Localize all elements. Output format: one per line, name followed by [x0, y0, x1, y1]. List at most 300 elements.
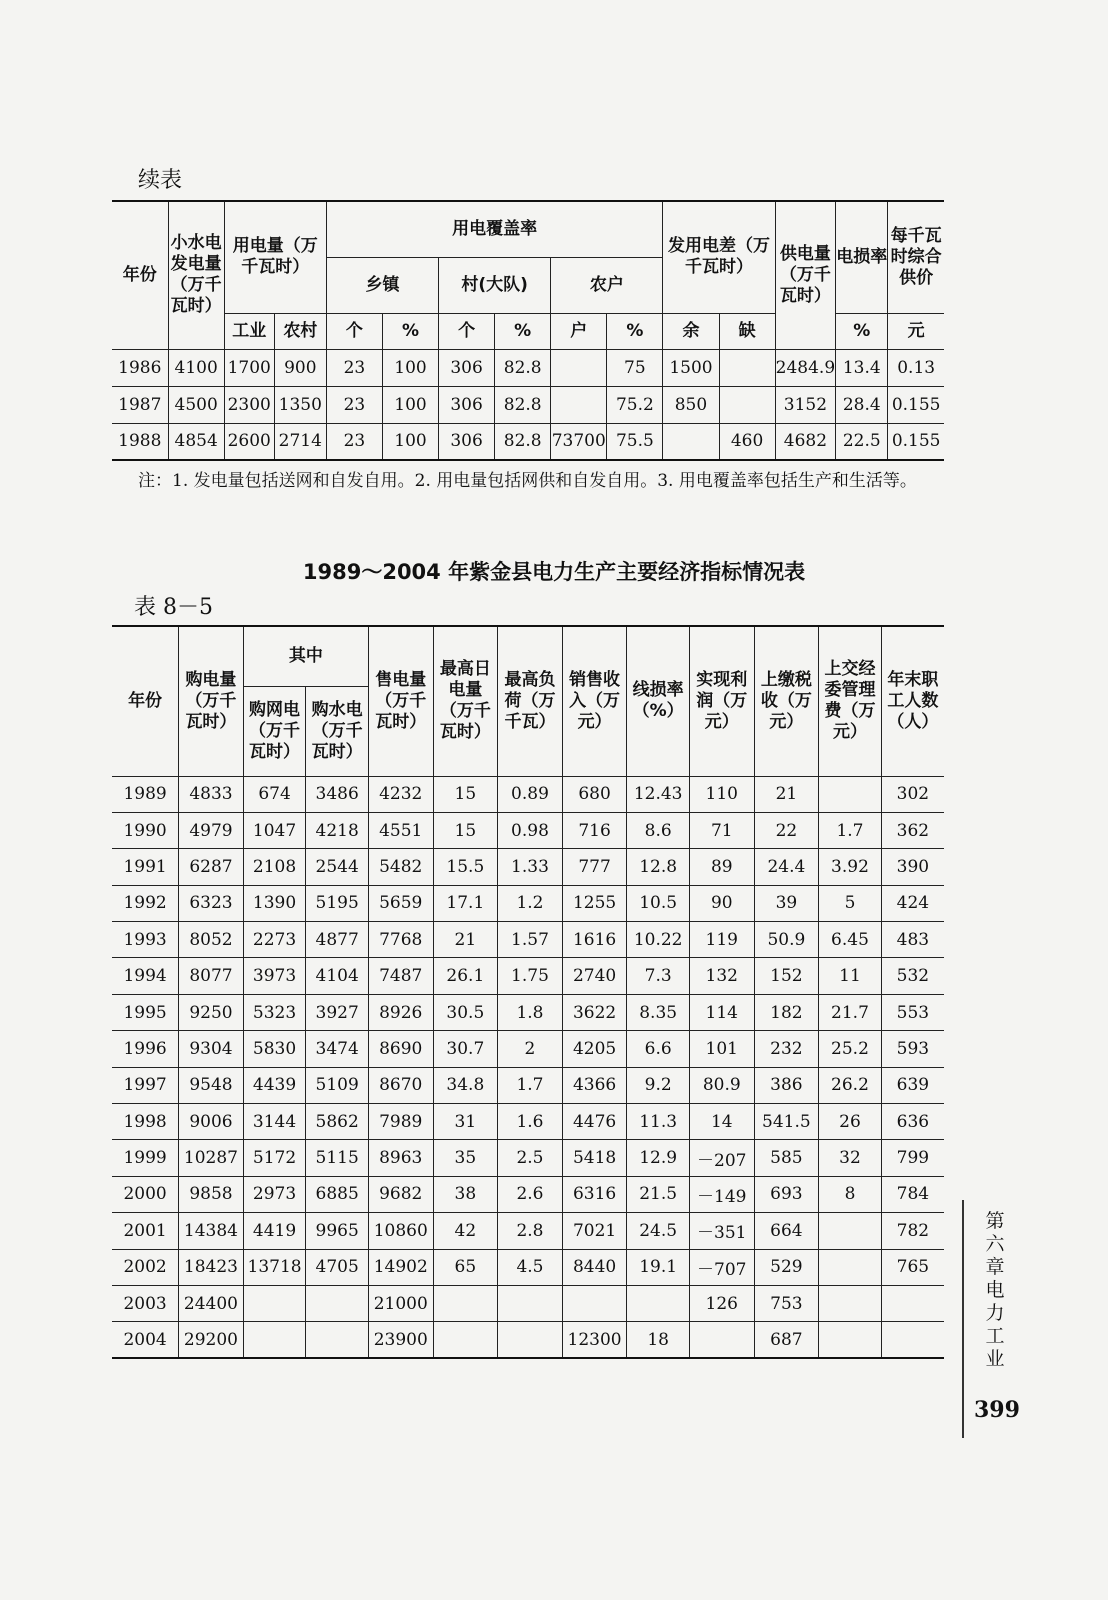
- col-consumption: 用电量（万千瓦时）: [224, 201, 326, 313]
- table2-cell: 4218: [306, 812, 369, 848]
- table1-cell: 4500: [168, 386, 224, 423]
- table2-cell: 2740: [562, 958, 627, 994]
- table-row: [112, 423, 944, 460]
- col2-sales: 售电量（万千瓦时）: [368, 626, 433, 776]
- table2-cell: 8926: [368, 994, 433, 1030]
- table2-cell: 132: [689, 958, 754, 994]
- table-row: [112, 1104, 944, 1140]
- table2-cell: 4419: [243, 1213, 306, 1249]
- table2-cell: 35: [433, 1140, 498, 1176]
- table2-cell: 1616: [562, 922, 627, 958]
- table2-cell: 1998: [112, 1104, 179, 1140]
- table2-cell: 1991: [112, 849, 179, 885]
- table2-cell: 12.43: [627, 776, 690, 812]
- continued-label: 续表: [138, 168, 183, 193]
- table2-cell: 390: [881, 849, 944, 885]
- table2-cell: 10.5: [627, 885, 690, 921]
- col2-grid: 购网电（万千瓦时）: [243, 686, 306, 776]
- table2-cell: 2000: [112, 1176, 179, 1212]
- table2-cell: 6.45: [819, 922, 882, 958]
- table2-cell: 32: [819, 1140, 882, 1176]
- table2-cell: 90: [689, 885, 754, 921]
- table2-cell: －149: [689, 1176, 754, 1212]
- table2-cell: 585: [754, 1140, 819, 1176]
- table2-cell: 12300: [562, 1322, 627, 1358]
- table2-cell: 9006: [179, 1104, 244, 1140]
- table2-cell: 21.7: [819, 994, 882, 1030]
- table1-cell: 100: [382, 386, 438, 423]
- table2-cell: 23900: [368, 1322, 433, 1358]
- table2-cell: [306, 1285, 369, 1321]
- table2-cell: 1.33: [498, 849, 563, 885]
- table1-cell: 1986: [112, 349, 168, 386]
- table2-cell: 6316: [562, 1176, 627, 1212]
- table-row: [112, 958, 944, 994]
- table2-cell: 362: [881, 812, 944, 848]
- table1-cell: 73700: [551, 423, 607, 460]
- table-row: [112, 1067, 944, 1103]
- table1-cell: 4854: [168, 423, 224, 460]
- table1-cell: [719, 349, 775, 386]
- table2-cell: 6885: [306, 1176, 369, 1212]
- table2-cell: 12.8: [627, 849, 690, 885]
- table2-cell: 5172: [243, 1140, 306, 1176]
- table1-cell: 1987: [112, 386, 168, 423]
- table2-cell: 26.2: [819, 1067, 882, 1103]
- table2-cell: －351: [689, 1213, 754, 1249]
- table2-cell: 11: [819, 958, 882, 994]
- table2-cell: 42: [433, 1213, 498, 1249]
- power-table-1989-2004: [112, 625, 944, 1359]
- table2-cell: 7768: [368, 922, 433, 958]
- table2-cell: [819, 776, 882, 812]
- table-row: [112, 349, 944, 386]
- table1-cell: 100: [382, 423, 438, 460]
- table2-cell: [881, 1322, 944, 1358]
- table2-cell: 13718: [243, 1249, 306, 1285]
- table-note: 注：1. 发电量包括送网和自发自用。2. 用电量包括网供和自发自用。3. 用电覆盖率包括生产和生活等。: [138, 471, 917, 491]
- table2-cell: 10287: [179, 1140, 244, 1176]
- table2-cell: 24.5: [627, 1213, 690, 1249]
- table2-cell: [243, 1322, 306, 1358]
- table2-cell: 4476: [562, 1104, 627, 1140]
- col-rural: 农村: [274, 313, 326, 349]
- table2-cell: 119: [689, 922, 754, 958]
- col2-revenue: 销售收入（万元）: [562, 626, 627, 776]
- table2-cell: 9965: [306, 1213, 369, 1249]
- table2-cell: 24400: [179, 1285, 244, 1321]
- table2-cell: 3622: [562, 994, 627, 1030]
- table2-cell: －707: [689, 1249, 754, 1285]
- table2-cell: 716: [562, 812, 627, 848]
- col-coverage: 用电覆盖率: [326, 201, 663, 257]
- table2-cell: 6.6: [627, 1031, 690, 1067]
- col2-purchase: 购电量（万千瓦时）: [179, 626, 244, 776]
- table2-cell: 9682: [368, 1176, 433, 1212]
- table2-cell: 2001: [112, 1213, 179, 1249]
- table2-cell: 386: [754, 1067, 819, 1103]
- unit-loss: %: [836, 313, 888, 349]
- table1-cell: 0.155: [888, 386, 944, 423]
- table2-cell: 2: [498, 1031, 563, 1067]
- table2-cell: 0.89: [498, 776, 563, 812]
- table2-cell: 782: [881, 1213, 944, 1249]
- table2-cell: 2.6: [498, 1176, 563, 1212]
- table1-cell: 23: [326, 386, 382, 423]
- table1-cell: 900: [274, 349, 326, 386]
- table2-cell: 89: [689, 849, 754, 885]
- table1-cell: 0.155: [888, 423, 944, 460]
- col2-peak-load: 最高负荷（万千瓦）: [498, 626, 563, 776]
- table-row: [112, 922, 944, 958]
- table2-cell: [819, 1213, 882, 1249]
- table2-cell: 110: [689, 776, 754, 812]
- table1-cell: 13.4: [836, 349, 888, 386]
- table2-cell: 21000: [368, 1285, 433, 1321]
- table2-cell: 9304: [179, 1031, 244, 1067]
- table1-cell: 3152: [775, 386, 836, 423]
- table2-cell: 1993: [112, 922, 179, 958]
- table2-cell: [243, 1285, 306, 1321]
- table2-cell: 2273: [243, 922, 306, 958]
- table2-cell: 424: [881, 885, 944, 921]
- col2-line-loss: 线损率（%）: [627, 626, 690, 776]
- table2-cell: 7.3: [627, 958, 690, 994]
- table2-cell: 5830: [243, 1031, 306, 1067]
- table2-cell: 1.2: [498, 885, 563, 921]
- table1-cell: 2300: [224, 386, 274, 423]
- table1-cell: 460: [719, 423, 775, 460]
- table2-cell: 8.35: [627, 994, 690, 1030]
- table2-cell: [433, 1322, 498, 1358]
- table2-cell: 5195: [306, 885, 369, 921]
- table2-cell: 71: [689, 812, 754, 848]
- table1-cell: 2484.9: [775, 349, 836, 386]
- col-supply: 供电量（万千瓦时）: [775, 201, 836, 349]
- table2-cell: 753: [754, 1285, 819, 1321]
- table1-cell: 1500: [663, 349, 719, 386]
- table-row: [112, 1249, 944, 1285]
- table2-cell: 3973: [243, 958, 306, 994]
- table2-cell: 784: [881, 1176, 944, 1212]
- table-row: [112, 386, 944, 423]
- table2-cell: 15: [433, 776, 498, 812]
- table1-cell: 4682: [775, 423, 836, 460]
- table2-cell: 2.5: [498, 1140, 563, 1176]
- table2-cell: 15.5: [433, 849, 498, 885]
- table2-cell: 483: [881, 922, 944, 958]
- table2-cell: 593: [881, 1031, 944, 1067]
- table2-cell: 3144: [243, 1104, 306, 1140]
- table2-cell: 3927: [306, 994, 369, 1030]
- table2-cell: [498, 1285, 563, 1321]
- table2-cell: 5323: [243, 994, 306, 1030]
- table2-cell: 687: [754, 1322, 819, 1358]
- table2-cell: 1.8: [498, 994, 563, 1030]
- table2-cell: 21.5: [627, 1176, 690, 1212]
- table2-cell: 1.57: [498, 922, 563, 958]
- table2-cell: 9.2: [627, 1067, 690, 1103]
- side-rule: [962, 1200, 964, 1438]
- table2-cell: [627, 1285, 690, 1321]
- table2-cell: [498, 1322, 563, 1358]
- table-row: [112, 1031, 944, 1067]
- table2-cell: 680: [562, 776, 627, 812]
- table-row: [112, 812, 944, 848]
- table1-cell: [719, 386, 775, 423]
- table2-cell: 1994: [112, 958, 179, 994]
- table2-cell: 15: [433, 812, 498, 848]
- col-industry: 工业: [224, 313, 274, 349]
- table1-cell: 850: [663, 386, 719, 423]
- table2-cell: 7021: [562, 1213, 627, 1249]
- table2-cell: 4205: [562, 1031, 627, 1067]
- col-surplus: 余: [663, 313, 719, 349]
- table2-cell: 14384: [179, 1213, 244, 1249]
- table2-cell: 8670: [368, 1067, 433, 1103]
- chapter-label: 第六章 电力工业: [985, 1210, 1005, 1370]
- table2-cell: 25.2: [819, 1031, 882, 1067]
- col-loss: 电损率: [836, 201, 888, 313]
- table2-cell: 6287: [179, 849, 244, 885]
- table2-cell: 12.9: [627, 1140, 690, 1176]
- table1-cell: [551, 349, 607, 386]
- table2-cell: 22: [754, 812, 819, 848]
- table-row: [112, 1213, 944, 1249]
- table2-cell: 693: [754, 1176, 819, 1212]
- table2-cell: 126: [689, 1285, 754, 1321]
- table1-cell: 23: [326, 423, 382, 460]
- table2-cell: 30.5: [433, 994, 498, 1030]
- col2-of-which: 其中: [243, 626, 368, 686]
- table2-cell: 2002: [112, 1249, 179, 1285]
- table2-number: 表 8－5: [134, 595, 213, 620]
- table2-cell: 529: [754, 1249, 819, 1285]
- table2-cell: 17.1: [433, 885, 498, 921]
- table2-cell: 8077: [179, 958, 244, 994]
- table2-cell: 31: [433, 1104, 498, 1140]
- table1-cell: 1700: [224, 349, 274, 386]
- col-shortage: 缺: [719, 313, 775, 349]
- col-small-hydro: 小水电发电量（万千瓦时）: [168, 201, 224, 349]
- table2-cell: [562, 1285, 627, 1321]
- col2-profit: 实现利润（万元）: [689, 626, 754, 776]
- col2-hydro: 购水电（万千瓦时）: [306, 686, 369, 776]
- table2-cell: 8690: [368, 1031, 433, 1067]
- table2-cell: 664: [754, 1213, 819, 1249]
- unit-village-pct: %: [495, 313, 551, 349]
- table2-cell: 5: [819, 885, 882, 921]
- table2-cell: 1997: [112, 1067, 179, 1103]
- table-row: [112, 1285, 944, 1321]
- unit-household-count: 户: [551, 313, 607, 349]
- table-row: [112, 776, 944, 812]
- table2-cell: 24.4: [754, 849, 819, 885]
- table2-cell: 5115: [306, 1140, 369, 1176]
- power-table-1986-1988: [112, 200, 944, 461]
- table2-cell: 26.1: [433, 958, 498, 994]
- table1-cell: 4100: [168, 349, 224, 386]
- table2-cell: 1.7: [498, 1067, 563, 1103]
- table2-cell: 8052: [179, 922, 244, 958]
- col2-tax: 上缴税收（万元）: [754, 626, 819, 776]
- table-row: [112, 885, 944, 921]
- unit-township-pct: %: [382, 313, 438, 349]
- table2-cell: 29200: [179, 1322, 244, 1358]
- table2-cell: 674: [243, 776, 306, 812]
- table1-cell: 82.8: [495, 386, 551, 423]
- table1-cell: [551, 386, 607, 423]
- table2-cell: 639: [881, 1067, 944, 1103]
- col-price: 每千瓦时综合供价: [888, 201, 944, 313]
- col-gap: 发用电差（万千瓦时）: [663, 201, 775, 313]
- table1-cell: 1350: [274, 386, 326, 423]
- table2-cell: 2973: [243, 1176, 306, 1212]
- table2-cell: 50.9: [754, 922, 819, 958]
- table2-cell: 4232: [368, 776, 433, 812]
- table2-cell: 777: [562, 849, 627, 885]
- table2-cell: 152: [754, 958, 819, 994]
- table1-cell: 28.4: [836, 386, 888, 423]
- table2-cell: 532: [881, 958, 944, 994]
- table2-cell: 8963: [368, 1140, 433, 1176]
- table2-cell: 1990: [112, 812, 179, 848]
- table2-cell: 2.8: [498, 1213, 563, 1249]
- table2-cell: 14902: [368, 1249, 433, 1285]
- table2-cell: 1989: [112, 776, 179, 812]
- table2-cell: 65: [433, 1249, 498, 1285]
- table2-cell: 7487: [368, 958, 433, 994]
- table2-cell: 18: [627, 1322, 690, 1358]
- table2-cell: 5862: [306, 1104, 369, 1140]
- table2-cell: [689, 1322, 754, 1358]
- table-row: [112, 1176, 944, 1212]
- table2-cell: 8.6: [627, 812, 690, 848]
- table2-cell: 7989: [368, 1104, 433, 1140]
- table2-cell: 1390: [243, 885, 306, 921]
- table2-cell: 5659: [368, 885, 433, 921]
- page-number: 399: [974, 1397, 1020, 1423]
- table2-cell: 10860: [368, 1213, 433, 1249]
- table2-cell: 5418: [562, 1140, 627, 1176]
- table2-cell: 3.92: [819, 849, 882, 885]
- unit-village-count: 个: [439, 313, 495, 349]
- table2-cell: 765: [881, 1249, 944, 1285]
- table2-cell: 3474: [306, 1031, 369, 1067]
- table1-cell: 75: [607, 349, 663, 386]
- table1-cell: 100: [382, 349, 438, 386]
- table2-cell: 4551: [368, 812, 433, 848]
- table2-cell: 1996: [112, 1031, 179, 1067]
- table2-cell: [881, 1285, 944, 1321]
- table2-cell: －207: [689, 1140, 754, 1176]
- table2-cell: 0.98: [498, 812, 563, 848]
- table2-cell: 30.7: [433, 1031, 498, 1067]
- table-row: [112, 1140, 944, 1176]
- table1-cell: 2714: [274, 423, 326, 460]
- table2-cell: [819, 1322, 882, 1358]
- table2-cell: 2108: [243, 849, 306, 885]
- table2-cell: 541.5: [754, 1104, 819, 1140]
- table2-cell: 11.3: [627, 1104, 690, 1140]
- table2-cell: 9548: [179, 1067, 244, 1103]
- table2-cell: 3486: [306, 776, 369, 812]
- table1-cell: 75.2: [607, 386, 663, 423]
- unit-price: 元: [888, 313, 944, 349]
- col-household: 农户: [551, 257, 663, 313]
- col2-peak-daily: 最高日电量（万千瓦时）: [433, 626, 498, 776]
- col2-year: 年份: [112, 626, 179, 776]
- table2-cell: 182: [754, 994, 819, 1030]
- table2-cell: 114: [689, 994, 754, 1030]
- table2-cell: 18423: [179, 1249, 244, 1285]
- col-year: 年份: [112, 201, 168, 349]
- table2-cell: 1255: [562, 885, 627, 921]
- table2-cell: 5109: [306, 1067, 369, 1103]
- table-row: [112, 1322, 944, 1358]
- table2-cell: 4833: [179, 776, 244, 812]
- table2-cell: 4705: [306, 1249, 369, 1285]
- table2-cell: 6323: [179, 885, 244, 921]
- table1-cell: 306: [439, 423, 495, 460]
- table2-cell: 4877: [306, 922, 369, 958]
- table-row: [112, 994, 944, 1030]
- table2-cell: 21: [433, 922, 498, 958]
- table2-cell: 1992: [112, 885, 179, 921]
- table2-cell: [433, 1285, 498, 1321]
- table2-cell: 14: [689, 1104, 754, 1140]
- table1-cell: 82.8: [495, 423, 551, 460]
- table2-cell: 553: [881, 994, 944, 1030]
- table2-cell: 38: [433, 1176, 498, 1212]
- table2-cell: 302: [881, 776, 944, 812]
- table2-cell: 1995: [112, 994, 179, 1030]
- table2-cell: 1.6: [498, 1104, 563, 1140]
- table2-cell: 1.75: [498, 958, 563, 994]
- col2-staff: 年末职工人数（人）: [881, 626, 944, 776]
- table1-cell: 22.5: [836, 423, 888, 460]
- table2-cell: 19.1: [627, 1249, 690, 1285]
- table1-cell: [663, 423, 719, 460]
- table2-cell: 1.7: [819, 812, 882, 848]
- table1-cell: 75.5: [607, 423, 663, 460]
- table2-cell: 4439: [243, 1067, 306, 1103]
- table-row: [112, 849, 944, 885]
- table2-cell: 5482: [368, 849, 433, 885]
- table2-cell: 799: [881, 1140, 944, 1176]
- table2-cell: 232: [754, 1031, 819, 1067]
- table2-cell: 9250: [179, 994, 244, 1030]
- table2-cell: 4104: [306, 958, 369, 994]
- table2-cell: 2004: [112, 1322, 179, 1358]
- table1-cell: 2600: [224, 423, 274, 460]
- table2-cell: 21: [754, 776, 819, 812]
- col-village: 村(大队): [439, 257, 551, 313]
- table2-title: 1989～2004 年紫金县电力生产主要经济指标情况表: [302, 560, 806, 584]
- table2-cell: 26: [819, 1104, 882, 1140]
- table2-cell: 1999: [112, 1140, 179, 1176]
- table2-cell: 2544: [306, 849, 369, 885]
- table1-cell: 306: [439, 349, 495, 386]
- table1-cell: 1988: [112, 423, 168, 460]
- table2-cell: 2003: [112, 1285, 179, 1321]
- table2-cell: 4.5: [498, 1249, 563, 1285]
- table2-cell: 101: [689, 1031, 754, 1067]
- table2-cell: [306, 1322, 369, 1358]
- table2-cell: 1047: [243, 812, 306, 848]
- table2-cell: 10.22: [627, 922, 690, 958]
- table2-cell: 4979: [179, 812, 244, 848]
